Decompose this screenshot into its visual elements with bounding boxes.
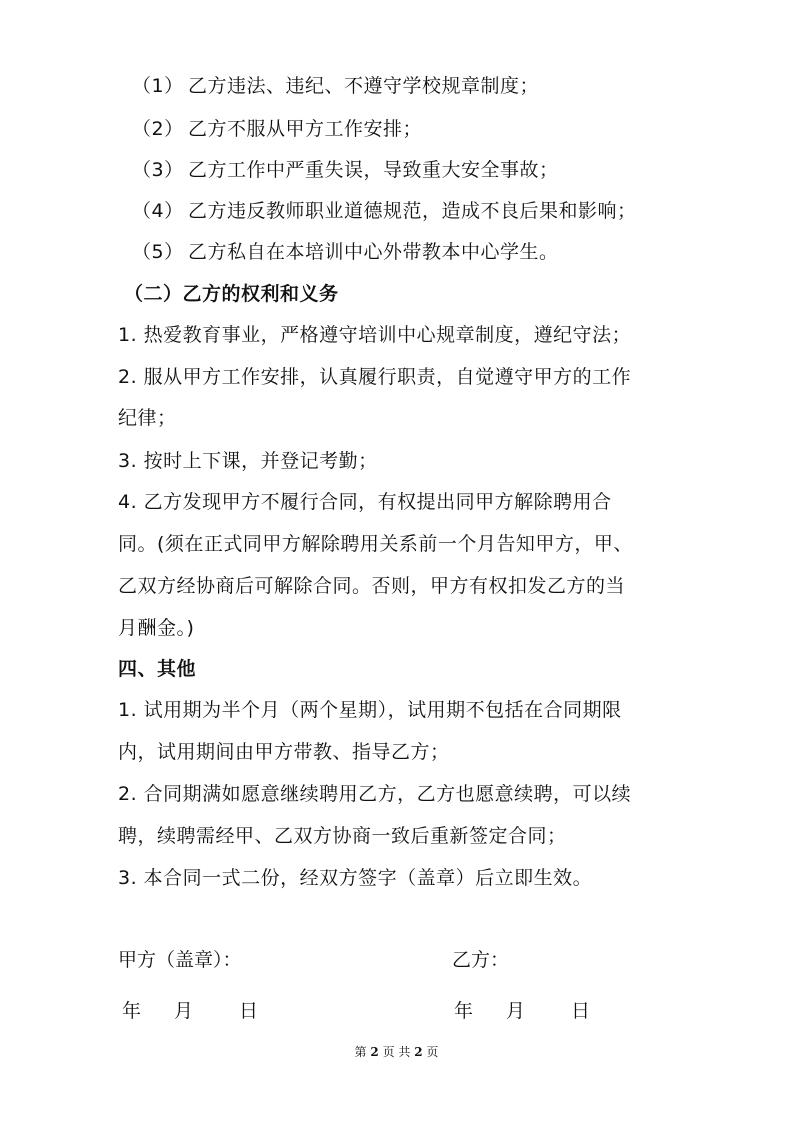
paragraph-line: 2. 合同期满如愿意继续聘用乙方，乙方也愿意续聘，可以续 <box>118 783 632 805</box>
item-number: （4） <box>132 200 184 222</box>
list-item <box>118 199 637 223</box>
list-item <box>118 240 559 264</box>
paragraph-line: 聘，续聘需经甲、乙双方协商一致后重新签定合同； <box>118 825 567 847</box>
item-text: 乙方不服从甲方工作安排； <box>188 118 423 140</box>
date-day-label: 日 <box>571 1000 591 1022</box>
item-number: （5） <box>132 241 184 263</box>
paragraph-line: 纪律； <box>118 407 177 429</box>
paragraph-line: 3. 按时上下课，并登记考勤； <box>118 450 378 472</box>
footer-prefix: 第 <box>354 1045 367 1059</box>
list-item <box>118 74 539 98</box>
paragraph-line: 1. 热爱教育事业，严格遵守培训中心规章制度，遵纪守法； <box>118 324 632 346</box>
party-b-date <box>454 999 590 1023</box>
paragraph-line: 乙双方经协商后可解除合同。否则，甲方有权扣发乙方的当 <box>118 575 626 597</box>
date-year-label: 年 <box>122 1000 142 1022</box>
list-item <box>118 117 422 141</box>
item-number: （1） <box>132 75 184 97</box>
footer-suffix: 页 <box>426 1045 439 1059</box>
paragraph-line: 内，试用期间由甲方带教、指导乙方； <box>118 741 450 763</box>
paragraph-line: 2. 服从甲方工作安排，认真履行职责，自觉遵守甲方的工作 <box>118 366 632 388</box>
paragraph-line: 月酬金。) <box>118 617 195 639</box>
section-heading-rights: （二）乙方的权利和义务 <box>124 283 339 305</box>
section-heading-other: 四、其他 <box>118 658 197 680</box>
item-text: 乙方工作中严重失误，导致重大安全事故； <box>188 159 559 181</box>
paragraph-line: 1. 试用期为半个月（两个星期），试用期不包括在合同期限 <box>118 699 622 721</box>
current-page-number: 2 <box>370 1045 379 1059</box>
item-text: 乙方违反教师职业道德规范，造成不良后果和影响； <box>188 200 637 222</box>
list-item <box>118 158 559 182</box>
date-day-label: 日 <box>239 1000 259 1022</box>
paragraph-line: 同。(须在正式同甲方解除聘用关系前一个月告知甲方，甲、 <box>118 533 633 555</box>
date-year-label: 年 <box>454 1000 474 1022</box>
party-b-signature-label: 乙方： <box>452 949 510 971</box>
item-text: 乙方违法、违纪、不遵守学校规章制度； <box>188 75 540 97</box>
total-page-number: 2 <box>414 1045 423 1059</box>
party-a-signature-label: 甲方（盖章）： <box>118 949 242 971</box>
item-number: （3） <box>132 159 184 181</box>
item-text: 乙方私自在本培训中心外带教本中心学生。 <box>188 241 559 263</box>
item-number: （2） <box>132 118 184 140</box>
footer-middle: 页 共 <box>382 1045 411 1059</box>
paragraph-line: 3. 本合同一式二份，经双方签字（盖章）后立即生效。 <box>118 867 593 889</box>
page-footer <box>0 1044 793 1060</box>
party-a-date <box>122 999 258 1023</box>
date-month-label: 月 <box>174 1000 194 1022</box>
paragraph-line: 4. 乙方发现甲方不履行合同，有权提出同甲方解除聘用合 <box>118 491 612 513</box>
date-month-label: 月 <box>506 1000 526 1022</box>
